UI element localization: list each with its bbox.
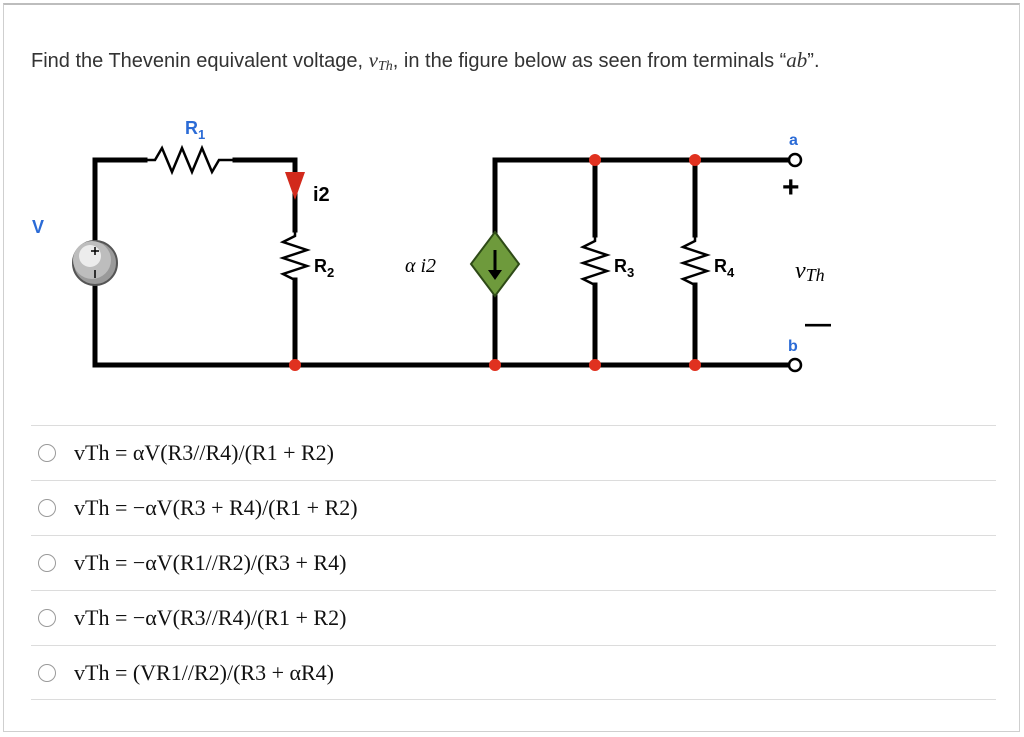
label-plus: + [782, 171, 800, 204]
label-vth: vTh [795, 258, 825, 285]
label-a: a [789, 132, 798, 149]
answer-option-2[interactable] [31, 480, 996, 535]
option-formula: vTh = −αV(R3//R4)/(R1 + R2) [74, 605, 347, 630]
answer-option-5[interactable] [31, 645, 996, 700]
terminal-a-icon [789, 154, 801, 166]
question-prefix: Find the Thevenin equivalent voltage, [31, 50, 364, 72]
resistor-r4 [683, 235, 707, 285]
radio-button[interactable] [38, 444, 56, 462]
radio-button[interactable] [38, 499, 56, 517]
circuit-wires [95, 160, 795, 365]
option-formula: vTh = αV(R3//R4)/(R1 + R2) [74, 440, 335, 465]
option-formula: vTh = −αV(R1//R2)/(R3 + R4) [74, 550, 347, 575]
label-alpha-i2: α i2 [405, 255, 437, 277]
label-minus: — [805, 308, 831, 338]
current-arrow-icon [285, 172, 305, 200]
answer-options [31, 425, 996, 700]
question-end: ”. [807, 50, 820, 72]
label-r4: $R_4$ [714, 256, 735, 280]
option-formula: vTh = −αV(R3 + R4)/(R1 + R2) [74, 495, 358, 520]
label-r1: $R_1$ [185, 118, 206, 142]
label-i2: i2 [313, 184, 330, 206]
resistor-r1 [145, 148, 235, 172]
radio-button[interactable] [38, 609, 56, 627]
radio-button[interactable] [38, 554, 56, 572]
dependent-current-source-icon [471, 232, 519, 296]
resistor-r3 [583, 235, 607, 285]
label-b: b [788, 338, 798, 355]
label-v: V [32, 217, 45, 237]
answer-option-3[interactable] [31, 535, 996, 590]
question-text [31, 48, 820, 75]
voltage-source-icon [73, 241, 117, 285]
option-formula: vTh = (VR1//R2)/(R3 + αR4) [74, 659, 335, 685]
answer-option-1[interactable] [31, 425, 996, 480]
terminal-b-icon [789, 359, 801, 371]
question-terminals: ab [786, 48, 808, 72]
label-r3: $R_3$ [614, 256, 635, 280]
circuit-diagram [20, 100, 870, 390]
question-var: $v_{Th}$ [368, 48, 393, 74]
answer-option-4[interactable] [31, 590, 996, 645]
question-suffix: , in the figure below as seen from terminals “ [392, 50, 787, 72]
radio-button[interactable] [38, 664, 56, 682]
resistor-r2 [283, 230, 307, 280]
label-r2: $R_2$ [314, 256, 335, 280]
